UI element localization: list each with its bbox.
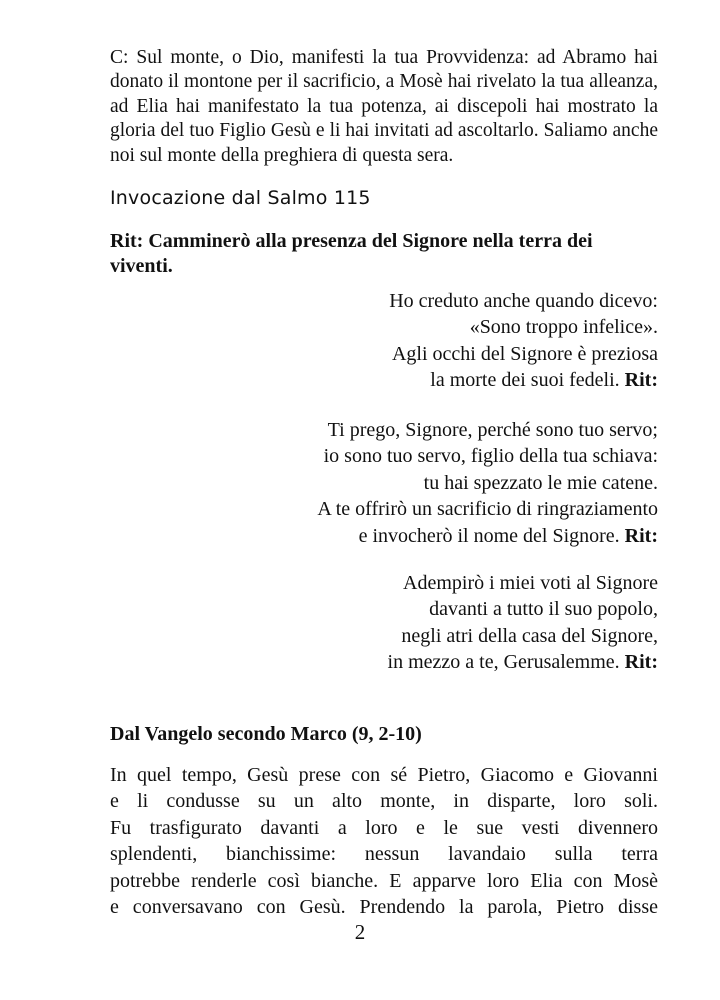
- stanza-line-text: la morte dei suoi fedeli.: [430, 369, 620, 392]
- rit-marker: Rit:: [624, 651, 658, 674]
- stanza-line: [389, 367, 658, 393]
- stanza-line: «Sono troppo infelice».: [469, 316, 658, 339]
- stanza-line: tu hai spezzato le mie catene.: [423, 471, 658, 494]
- gospel-paragraph: [110, 762, 658, 920]
- psalm-refrain: Rit: Camminerò alla presenza del Signore nella terra dei viventi.: [110, 230, 593, 277]
- gospel-line: potrebbe renderle così bianche. E apparve loro Elia con Mosè: [110, 869, 658, 892]
- page-number: 2: [354, 920, 366, 944]
- gospel-heading: Dal Vangelo secondo Marco (9, 2-10): [110, 723, 422, 745]
- stanza-line: Ho creduto anche quando dicevo:: [389, 290, 658, 312]
- intro-paragraph: C: Sul monte, o Dio, manifesti la tua Provvidenza: ad Abramo hai donato il montone per il sacrificio, a Mosè hai rivelato la tua alleanza, ad Elia hai manifestato la tua potenza, ai discepoli hai mostrato la gloria del tuo Figlio Gesù e li hai invitati ad ascoltarlo. Saliamo anche noi sul monte della preghiera di questa sera.: [110, 47, 658, 166]
- psalm-stanza-2: [317, 417, 658, 549]
- gospel-line: In quel tempo, Gesù prese con sé Pietro, Giacomo e Giovanni: [110, 764, 658, 786]
- stanza-line: negli atri della casa del Signore,: [401, 624, 658, 647]
- psalm-stanza-1: [389, 288, 658, 394]
- stanza-line: Agli occhi del Signore è preziosa: [391, 342, 658, 365]
- psalm-stanza-3: [388, 570, 658, 676]
- rit-marker: Rit:: [624, 369, 658, 392]
- stanza-line-text: in mezzo a te, Gerusalemme.: [387, 651, 620, 674]
- rit-marker: Rit:: [624, 524, 658, 547]
- gospel-line: e li condusse su un alto monte, in disparte, loro soli.: [110, 790, 658, 813]
- psalm-heading: Invocazione dal Salmo 115: [110, 187, 371, 209]
- stanza-line: [317, 523, 658, 549]
- stanza-line: Adempirò i miei voti al Signore: [403, 572, 658, 594]
- stanza-line: Ti prego, Signore, perché sono tuo servo;: [327, 419, 658, 441]
- stanza-line: [388, 649, 658, 675]
- stanza-line: A te offrirò un sacrificio di ringraziamento: [317, 498, 658, 521]
- gospel-line: Fu trasfigurato davanti a loro e le sue vesti divennero: [110, 816, 658, 839]
- stanza-line: io sono tuo servo, figlio della tua schiava:: [323, 445, 658, 468]
- gospel-line: splendenti, bianchissime: nessun lavandaio sulla terra: [110, 843, 658, 866]
- gospel-line: e conversavano con Gesù. Prendendo la parola, Pietro disse: [110, 895, 658, 918]
- stanza-line: davanti a tutto il suo popolo,: [429, 598, 658, 621]
- stanza-line-text: e invocherò il nome del Signore.: [358, 524, 620, 547]
